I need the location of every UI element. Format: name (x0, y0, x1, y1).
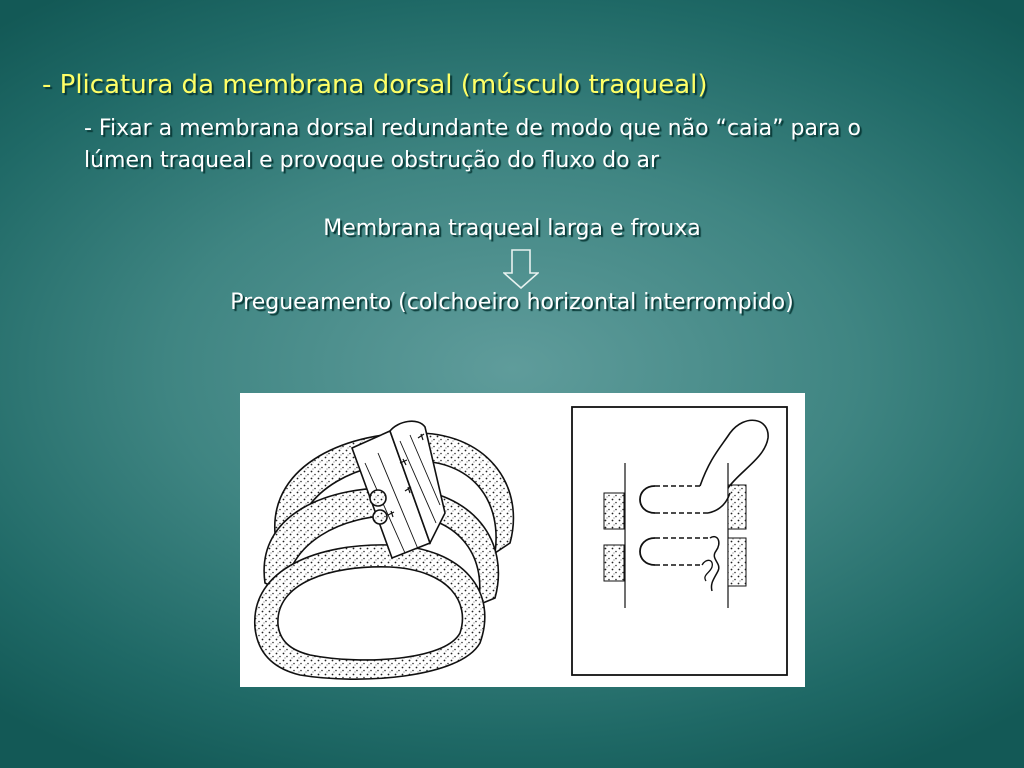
subpoint-line-2: lúmen traqueal e provoque obstrução do fluxo do ar (84, 148, 660, 173)
trachea-rings-drawing (255, 421, 514, 679)
mattress-suture-drawing (572, 407, 787, 675)
down-arrow-icon (503, 249, 539, 289)
slide-heading: - Plicatura da membrana dorsal (músculo traqueal) (42, 70, 708, 100)
membrane-description: Membrana traqueal larga e frouxa (323, 216, 701, 241)
technique-description: Pregueamento (colchoeiro horizontal interrompido) (230, 290, 794, 315)
surgical-illustration (240, 393, 805, 687)
subpoint-line-1: - Fixar a membrana dorsal redundante de modo que não “caia” para o (84, 116, 861, 141)
slide-subpoint (84, 113, 861, 177)
